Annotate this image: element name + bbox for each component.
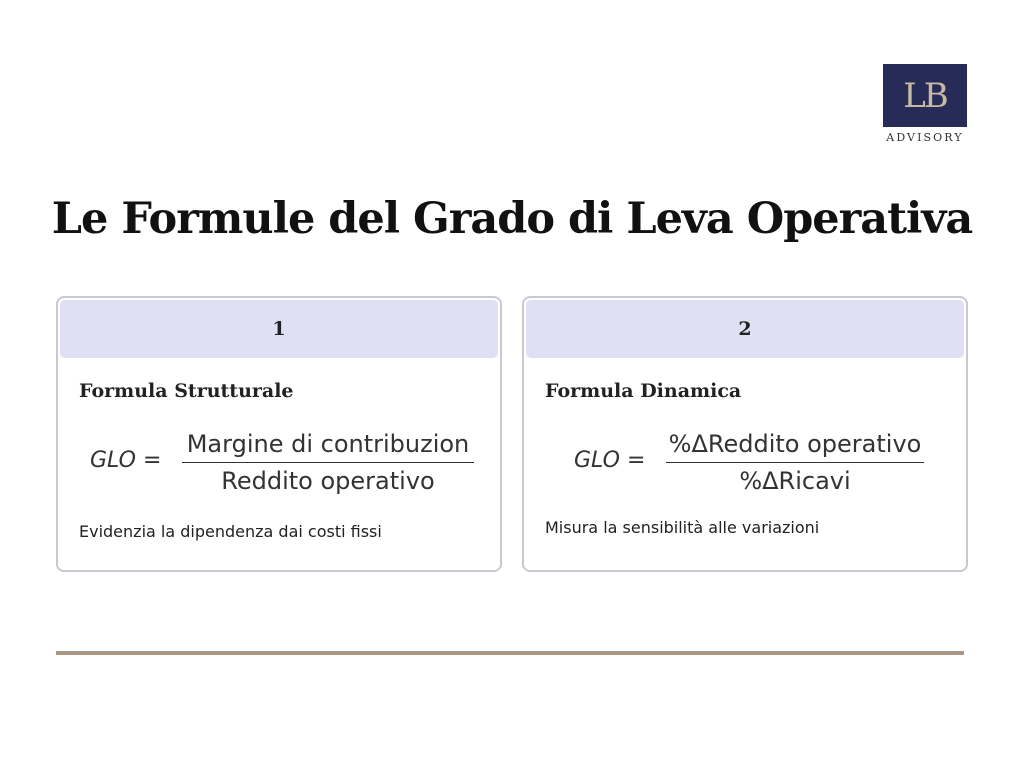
formula-denominator: Reddito operativo <box>221 467 435 495</box>
page-title: Le Formule del Grado di Leva Operativa <box>51 194 973 244</box>
formula-lhs: GLO = <box>574 448 646 473</box>
fraction <box>666 428 924 497</box>
logo-mark: LB <box>883 64 967 127</box>
formula <box>524 428 968 495</box>
card-number: 1 <box>60 300 498 358</box>
fraction-bar <box>666 462 924 463</box>
card-note: Evidenzia la dipendenza dai costi fissi <box>79 522 382 541</box>
logo-subtitle: ADVISORY <box>886 131 964 144</box>
card-number: 2 <box>526 300 964 358</box>
formula <box>58 428 502 495</box>
formula-lhs: GLO = <box>90 448 162 473</box>
formula-numerator: Margine di contribuzion <box>186 430 470 458</box>
fraction-bar <box>182 462 474 463</box>
fraction <box>182 428 474 497</box>
company-logo <box>883 64 967 144</box>
formula-numerator: %ΔReddito operativo <box>668 430 922 458</box>
card-heading: Formula Strutturale <box>79 380 294 402</box>
card-heading: Formula Dinamica <box>545 380 742 402</box>
formula-denominator: %ΔRicavi <box>739 467 851 495</box>
card-note: Misura la sensibilità alle variazioni <box>545 518 820 537</box>
divider-line <box>56 651 964 655</box>
formula-card-dynamic <box>522 296 968 572</box>
formula-card-structural <box>56 296 502 572</box>
